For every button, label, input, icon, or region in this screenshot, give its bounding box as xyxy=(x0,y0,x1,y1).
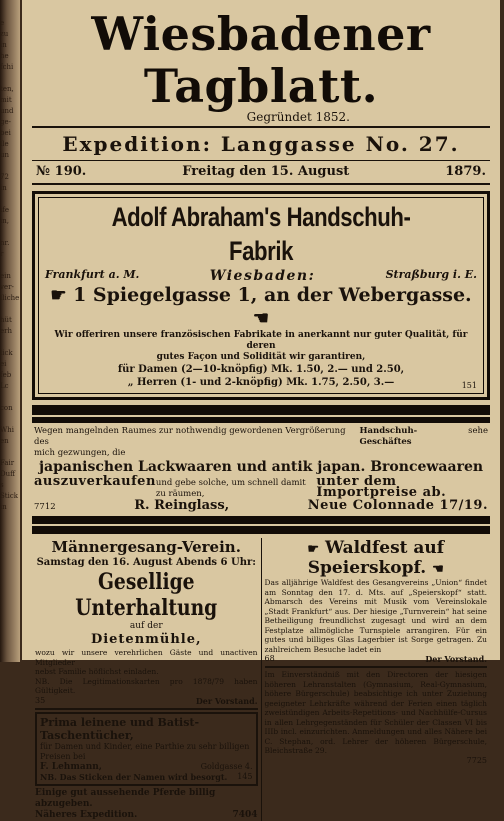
reinglass-sell: auszuverkaufen xyxy=(34,474,156,489)
prima-advertisement xyxy=(35,712,258,786)
ad-number: 7725 xyxy=(466,755,487,765)
city-center: Wiesbaden: xyxy=(209,268,316,284)
ad-number: 145 xyxy=(237,771,253,781)
maennergesang-on: auf der xyxy=(129,621,163,631)
pointing-hand-icon: ☛ xyxy=(50,285,67,306)
pointing-hand-icon: ☚ xyxy=(252,308,270,329)
black-rule xyxy=(32,526,490,534)
waldfest-advertisement xyxy=(265,538,488,664)
maennergesang-date: Samstag den 16. August Abends 6 Uhr: xyxy=(36,557,256,568)
pferde-ad-row xyxy=(35,810,258,821)
reinglass-intro-strong: Handschuh-Geschäftes xyxy=(359,426,418,447)
reinglass-sell-mid: und gebe solche, um schnell damit zu räumen, xyxy=(155,478,306,499)
handschuh-text-2: gutes Façon und Solidität wir garantiren, xyxy=(156,352,366,362)
handschuh-text-1: Wir offeriren unsere französischen Fabrikate in anerkannt nur guter Qualität, für deren xyxy=(54,330,468,351)
black-rule xyxy=(32,516,490,524)
black-rule xyxy=(32,417,490,423)
pferde-ad-1: Einige gut aussehende Pferde billig abzugeben. xyxy=(35,787,216,809)
right-column xyxy=(262,538,491,821)
newspaper-page xyxy=(22,0,500,820)
issue-year: 1879. xyxy=(445,164,486,179)
ad-number: 151 xyxy=(461,381,477,390)
schul-footer xyxy=(265,756,488,766)
handschuh-advertisement xyxy=(32,191,490,400)
reinglass-intro-2: mich gezwungen, die xyxy=(34,448,126,458)
adjacent-page-text: e zu in he fchi ten, mit und ge- bei lle un 72 in ife in, nr. r ein ver- lliche hüt erh lick ei feb Lc con Whi en Fair Duff s Stick in xyxy=(0,19,20,511)
divider xyxy=(35,708,258,710)
reinglass-import: unter dem Importpreise ab. xyxy=(316,474,447,500)
handschuh-title: Adolf Abraham's Handschuh-Fabrik xyxy=(111,202,411,266)
reinglass-sale-line xyxy=(34,476,488,500)
prima-address: Goldgasse 4. xyxy=(200,761,253,771)
reinglass-goods: japanischen Lackwaaren und antik japan. Broncewaaren xyxy=(38,459,484,475)
price-ladies: für Damen (2—10-knöpfig) Mk. 1.50, 2.— und 2.50, xyxy=(117,364,405,375)
maennergesang-invite-2: nebst Familie höflichst einladen. xyxy=(35,667,159,676)
ad-number: 68 xyxy=(264,654,275,663)
waldfest-footer xyxy=(265,654,488,664)
issue-number: № 190. xyxy=(36,164,87,179)
city-left: Frankfurt a. M. xyxy=(45,268,140,281)
masthead-title: Wiesbadener Tagblatt. xyxy=(91,7,431,113)
reinglass-address: Neue Colonnade 17/19. xyxy=(307,498,488,513)
black-rule xyxy=(32,405,490,415)
prima-merchant-row xyxy=(40,762,253,772)
founded-line: Gegründet 1852. xyxy=(246,110,350,124)
adjacent-page-edge xyxy=(0,0,20,662)
maennergesang-title: Männergesang-Verein. xyxy=(51,538,241,556)
prima-merchant: F. Lehmann, xyxy=(40,761,102,772)
divider xyxy=(32,160,490,161)
city-right: Straßburg i. E. xyxy=(385,268,477,281)
maennergesang-invite-1: wozu wir unsere verehrlichen Gäste und unactiven Mitglieder xyxy=(35,648,258,667)
prima-title: Prima leinene und Batist-Taschentücher, xyxy=(40,715,200,742)
ad-number: 7404 xyxy=(232,809,258,820)
maennergesang-footer xyxy=(35,696,258,706)
ad-number: 7712 xyxy=(34,502,56,512)
reinglass-intro xyxy=(34,426,488,448)
two-column-ads xyxy=(32,538,490,821)
dateline xyxy=(32,163,490,181)
waldfest-body: Das alljährige Waldfest des Gesangvereins „Union“ findet am Sonntag den 17. d. Mts. auf „Speierskopf“ statt. Abmarsch des Vereins mit Musik vom Vereinslokale „Stadt Frankfurt“ aus. Der hiesige „Turnverein“ hat seine Betheiligung freundlichst zugesagt und wird an dem Festplatze allmögliche Turnspiele arrangiren. Für ein gutes und billiges Glas Lagerbier ist Sorge getragen. Zu zahlreichem Besuche ladet ein xyxy=(264,578,487,654)
maennergesang-signature: Der Vorstand. xyxy=(195,695,258,706)
city-row xyxy=(45,268,477,284)
maennergesang-event: Gesellige Unterhaltung xyxy=(75,569,218,621)
ad-number: 35 xyxy=(35,695,46,705)
maennergesang-place: Dietenmühle, xyxy=(90,632,202,647)
divider xyxy=(32,183,490,185)
reinglass-intro-text: Wegen mangelnden Raumes zur nothwendig gewordenen Vergrößerung des xyxy=(34,426,346,447)
reinglass-advertisement xyxy=(32,426,490,513)
reinglass-intro-end: sehe xyxy=(468,426,488,436)
reinglass-signature-row xyxy=(34,500,488,513)
pferde-ad-2: Näheres Expedition. xyxy=(35,809,138,820)
waldfest-signature: Der Vorstand. xyxy=(425,654,487,664)
waldfest-title: Waldfest auf Speierskopf. xyxy=(307,538,445,578)
divider xyxy=(265,666,488,668)
issue-date: Freitag den 15. August xyxy=(182,164,350,179)
handschuh-address: 1 Spiegelgasse 1, an der Webergasse. xyxy=(73,284,472,306)
pointing-hand-icon: ☛ xyxy=(307,542,320,557)
waldfest-title-row xyxy=(265,538,488,578)
pointing-hand-icon: ☚ xyxy=(432,562,444,577)
reinglass-firm: R. Reinglass, xyxy=(134,498,230,513)
price-gentlemen: „ Herren (1- und 2-knöpfig) Mk. 1.75, 2.50, 3.— xyxy=(127,377,395,388)
schul-body: Im Einverständniß mit den Directoren der hiesigen höheren Lehranstalten (Gymnasium, Real-Gymnasium, höhere Bürgerschule) beabsichtige ich unter Zuziehung geeigneter Lehrkräfte während der Ferien einen täglich zweistündigen Arbeits-Repetitions- und Nachhülfe-Cursus in allen Lehrgegenständen für Schüler der Classen VI bis IIIb incl. einzurichten. Anmeldungen und alles Nähere bei C. Stephan, ord. Lehrer der höheren Bürgerschule, Bleichstraße 29. xyxy=(264,670,487,755)
prima-body: für Damen und Kinder, eine Parthie zu sehr billigen Preisen bei xyxy=(40,741,250,761)
schul-advertisement xyxy=(265,670,488,766)
maennergesang-note: NB. Die Legitimationskarten pro 1878/79 haben Gültigkeit. xyxy=(35,676,258,695)
handschuh-address-line xyxy=(45,284,477,330)
prima-nb: NB. Das Sticken der Namen wird besorgt. xyxy=(40,771,228,782)
maennergesang-advertisement xyxy=(35,538,258,706)
prima-nb-row xyxy=(40,772,253,782)
left-column xyxy=(32,538,262,821)
masthead-rule xyxy=(32,126,490,128)
expedition-line: Expedition: Langgasse No. 27. xyxy=(62,132,460,156)
black-rules xyxy=(32,516,490,534)
